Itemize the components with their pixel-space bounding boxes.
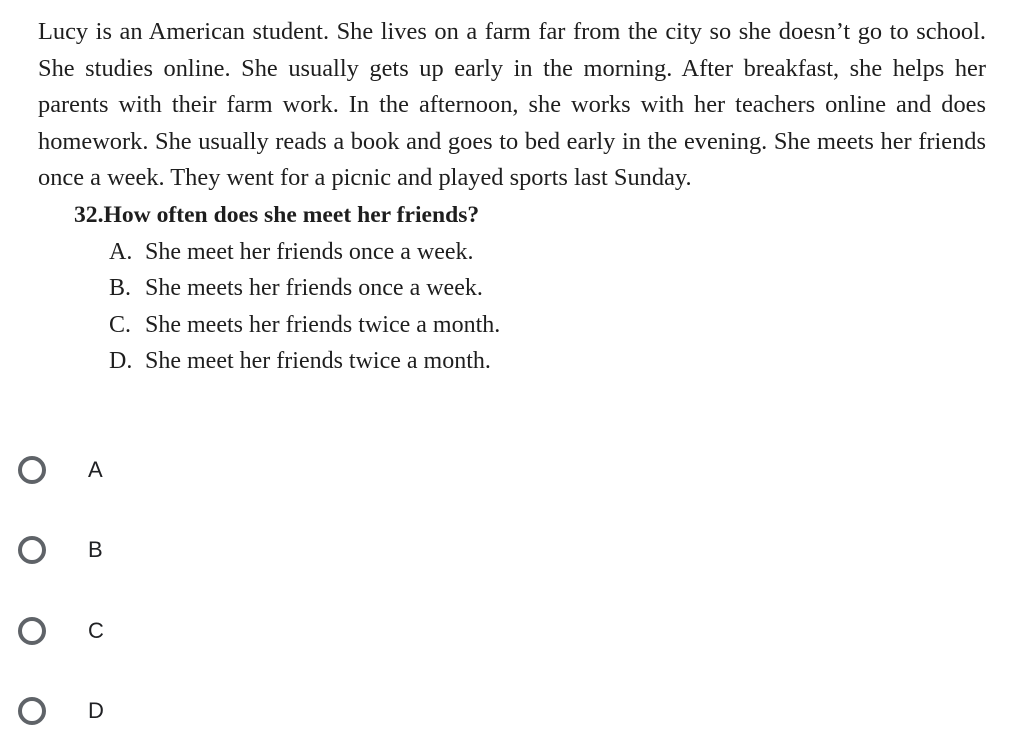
question-option-a — [109, 234, 986, 271]
option-letter: A. — [109, 238, 133, 265]
question-title: 32.How often does she meet her friends? — [74, 201, 480, 228]
option-letter: C. — [109, 311, 132, 338]
reading-passage: Lucy is an American student. She lives on a farm far from the city so she doesn’t go to school. She studies online. She usually gets up early in the morning. After breakfast, she helps her parents with their farm work. In the afternoon, she works with her teachers online and does homework. She usually reads a book and goes to bed early in the evening. She meets her friends once a week. They went for a picnic and played sports last Sunday. — [38, 18, 986, 192]
question-option-c — [109, 307, 986, 344]
option-text: She meets her friends once a week. — [145, 275, 483, 302]
question-option-d — [109, 343, 986, 380]
answer-choice-label: D — [88, 698, 104, 723]
answer-choice-label: B — [88, 537, 103, 562]
radio-button-icon[interactable] — [18, 617, 46, 645]
option-text: She meet her friends twice a month. — [145, 348, 491, 375]
option-text: She meets her friends twice a month. — [145, 311, 501, 338]
option-letter: B. — [109, 275, 132, 302]
question-option-list — [38, 234, 986, 380]
question-option-b — [109, 270, 986, 307]
answer-choice-label: C — [88, 618, 104, 643]
answer-choice-a[interactable] — [12, 442, 312, 498]
radio-button-icon[interactable] — [18, 456, 46, 484]
answer-choice-d[interactable] — [12, 683, 312, 739]
radio-button-icon[interactable] — [18, 697, 46, 725]
radio-button-icon[interactable] — [18, 536, 46, 564]
option-letter: D. — [109, 348, 133, 375]
option-text: She meet her friends once a week. — [145, 238, 474, 265]
answer-choice-label: A — [88, 457, 103, 482]
question-image — [38, 14, 986, 380]
answer-choice-c[interactable] — [12, 603, 312, 659]
answer-choice-b[interactable] — [12, 522, 312, 578]
